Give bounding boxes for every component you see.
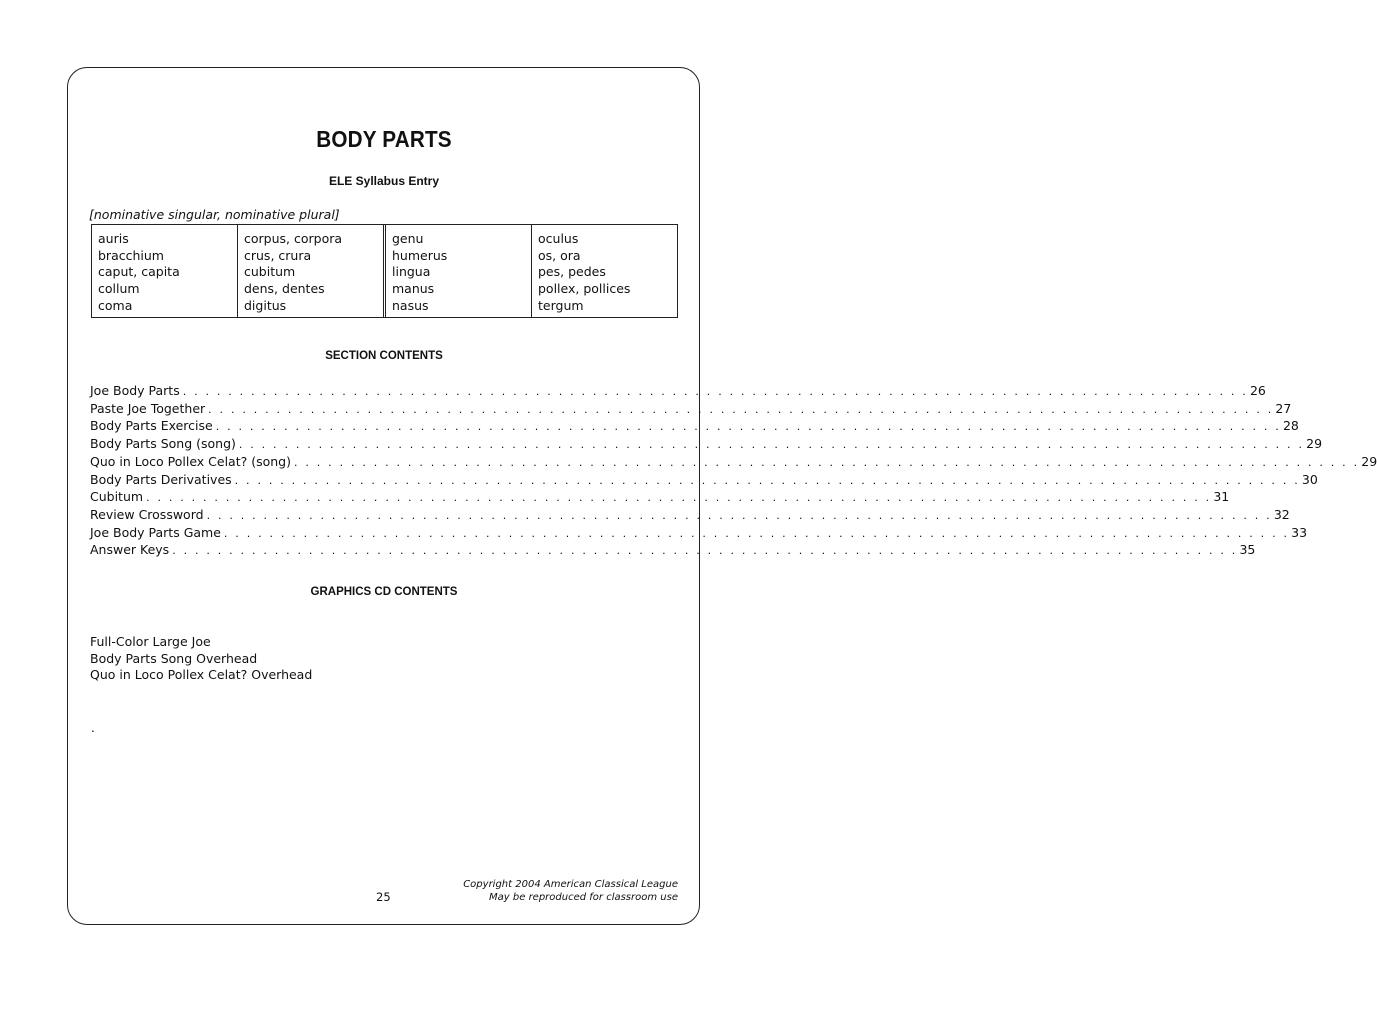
toc-page: 31 — [1213, 489, 1230, 505]
vocab-column-1 — [92, 225, 237, 317]
toc-page: 29 — [1306, 436, 1323, 452]
toc-leader: . . . . . . . . . . . . . . . . . . . . . . . . . . . . . . . . . . . . . . . . . . . . . . . . . . . . . . . . . . . . . . . . . . . . . . . . . . . . . . . . . . . . . . . . . . . . . . — [172, 544, 1238, 558]
toc-leader: . . . . . . . . . . . . . . . . . . . . . . . . . . . . . . . . . . . . . . . . . . . . . . . . . . . . . . . . . . . . . . . . . . . . . . . . . . . . . . . . . . . . . . . . . . . . . . — [234, 473, 1300, 487]
vocab-word: pes, pedes — [538, 264, 606, 280]
toc-page: 32 — [1273, 506, 1290, 522]
toc-label: Answer Keys — [90, 542, 170, 558]
vocab-word: oculus — [538, 231, 579, 246]
vocab-word: cubitum — [244, 264, 296, 280]
vocab-word: digitus — [244, 297, 287, 313]
vocab-word: nasus — [392, 297, 429, 313]
section-contents-heading: SECTION CONTENTS — [325, 350, 443, 362]
toc-label: Paste Joe Together — [90, 400, 206, 416]
toc-label: Body Parts Song (song) — [90, 436, 236, 452]
table-of-contents — [90, 383, 1377, 560]
cd-item: Full-Color Large Joe — [90, 634, 211, 649]
toc-label: Body Parts Exercise — [90, 418, 213, 434]
toc-entry[interactable] — [90, 453, 1377, 472]
vocab-column-4 — [531, 225, 677, 317]
cd-item: Body Parts Song Overhead — [90, 650, 258, 666]
vocab-column-2 — [237, 225, 383, 317]
toc-entry[interactable] — [90, 471, 1318, 490]
vocab-word: manus — [392, 281, 435, 297]
toc-entry[interactable] — [90, 524, 1308, 543]
page-number: 25 — [376, 890, 391, 904]
reproduction-line: May be reproduced for classroom use — [489, 892, 678, 903]
toc-entry[interactable] — [90, 542, 1256, 560]
toc-entry[interactable] — [90, 400, 1292, 419]
vocab-word: lingua — [392, 264, 431, 280]
toc-page: 27 — [1275, 400, 1292, 416]
toc-leader: . . . . . . . . . . . . . . . . . . . . . . . . . . . . . . . . . . . . . . . . . . . . . . . . . . . . . . . . . . . . . . . . . . . . . . . . . . . . . . . . . . . . . . . . . . . . . . — [208, 402, 1274, 416]
toc-label: Quo in Loco Pollex Celat? (song) — [90, 453, 291, 469]
toc-entry[interactable] — [90, 436, 1323, 454]
page-title: BODY PARTS — [316, 126, 452, 152]
vocab-word: collum — [98, 281, 140, 297]
toc-label: Joe Body Parts Game — [90, 524, 221, 540]
toc-label: Joe Body Parts — [90, 383, 180, 398]
toc-page: 33 — [1291, 524, 1308, 540]
vocab-word: bracchium — [98, 247, 164, 263]
toc-entry[interactable] — [90, 489, 1230, 507]
vocabulary-table — [91, 224, 678, 318]
toc-entry[interactable] — [90, 418, 1299, 436]
toc-page: 29 — [1361, 453, 1377, 469]
toc-leader: . . . . . . . . . . . . . . . . . . . . . . . . . . . . . . . . . . . . . . . . . . . . . . . . . . . . . . . . . . . . . . . . . . . . . . . . . . . . . . . . . . . . . . . . . . . . . . — [238, 438, 1305, 452]
toc-leader: . . . . . . . . . . . . . . . . . . . . . . . . . . . . . . . . . . . . . . . . . . . . . . . . . . . . . . . . . . . . . . . . . . . . . . . . . . . . . . . . . . . . . . . . . . . . . . — [223, 526, 1290, 540]
vocab-word: os, ora — [538, 247, 581, 263]
vocab-word: auris — [98, 231, 129, 246]
toc-leader: . . . . . . . . . . . . . . . . . . . . . . . . . . . . . . . . . . . . . . . . . . . . . . . . . . . . . . . . . . . . . . . . . . . . . . . . . . . . . . . . . . . . . . . . . . . . . . — [294, 455, 1360, 469]
toc-page: 35 — [1239, 542, 1256, 558]
copyright-notice — [463, 878, 678, 904]
vocab-word: pollex, pollices — [538, 281, 631, 297]
vocab-word: humerus — [392, 247, 448, 263]
nominative-note: [nominative singular, nominative plural] — [89, 207, 340, 222]
stray-mark: . — [91, 721, 95, 735]
toc-page: 30 — [1301, 471, 1318, 487]
vocab-word: tergum — [538, 297, 584, 313]
copyright-line: Copyright 2004 American Classical League — [463, 879, 678, 890]
vocab-word: coma — [98, 297, 133, 313]
vocab-word: dens, dentes — [244, 281, 325, 297]
toc-leader: . . . . . . . . . . . . . . . . . . . . . . . . . . . . . . . . . . . . . . . . . . . . . . . . . . . . . . . . . . . . . . . . . . . . . . . . . . . . . . . . . . . . . . . . . . . . . . — [206, 508, 1272, 522]
toc-label: Body Parts Derivatives — [90, 471, 232, 487]
toc-leader: . . . . . . . . . . . . . . . . . . . . . . . . . . . . . . . . . . . . . . . . . . . . . . . . . . . . . . . . . . . . . . . . . . . . . . . . . . . . . . . . . . . . . . . . . . . . . . — [146, 491, 1212, 505]
toc-leader: . . . . . . . . . . . . . . . . . . . . . . . . . . . . . . . . . . . . . . . . . . . . . . . . . . . . . . . . . . . . . . . . . . . . . . . . . . . . . . . . . . . . . . . . . . . . . . — [182, 385, 1248, 398]
toc-label: Cubitum — [90, 489, 144, 505]
vocab-column-3 — [383, 225, 531, 317]
toc-leader: . . . . . . . . . . . . . . . . . . . . . . . . . . . . . . . . . . . . . . . . . . . . . . . . . . . . . . . . . . . . . . . . . . . . . . . . . . . . . . . . . . . . . . . . . . . . . . — [215, 420, 1281, 434]
graphics-cd-heading: GRAPHICS CD CONTENTS — [310, 586, 458, 598]
graphics-cd-list — [90, 634, 312, 684]
toc-entry[interactable] — [90, 506, 1290, 525]
cd-item: Quo in Loco Pollex Celat? Overhead — [90, 667, 313, 683]
vocab-word: genu — [392, 231, 424, 246]
vocab-word: corpus, corpora — [244, 231, 343, 246]
toc-page: 28 — [1282, 418, 1299, 434]
toc-page: 26 — [1249, 383, 1266, 398]
toc-label: Review Crossword — [90, 506, 204, 522]
vocab-word: caput, capita — [98, 264, 180, 280]
syllabus-subtitle: ELE Syllabus Entry — [328, 174, 440, 188]
vocab-word: crus, crura — [244, 247, 312, 263]
toc-entry[interactable] — [90, 383, 1266, 401]
